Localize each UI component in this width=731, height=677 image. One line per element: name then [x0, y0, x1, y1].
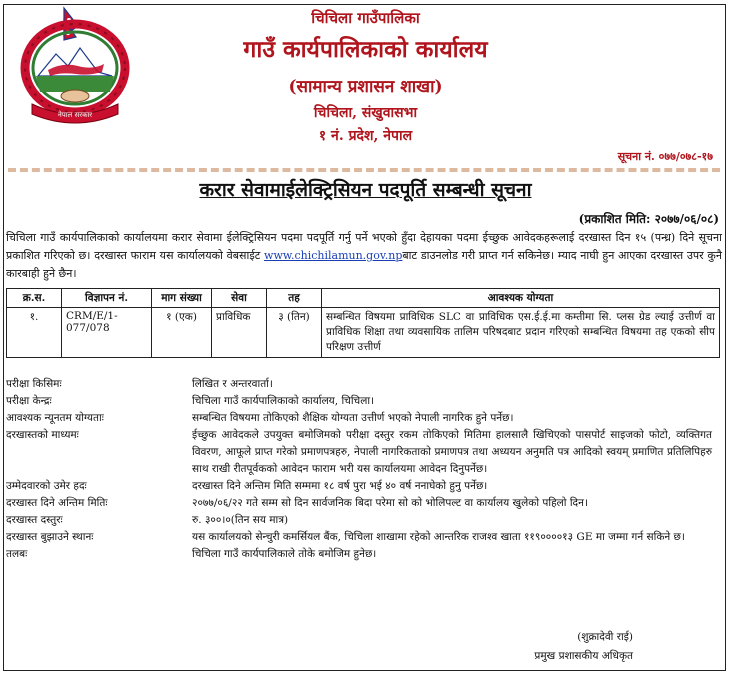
notice-number: सूचना नं. ०७७/०७८-१७ — [617, 150, 713, 163]
col-header-demand: माग संख्या — [152, 289, 212, 308]
detail-age-limit — [6, 478, 720, 495]
cell-demand: १ (एक) — [152, 308, 212, 358]
detail-deadline — [6, 495, 720, 512]
cell-ad-no: CRM/E/1-077/078 — [62, 308, 152, 358]
cell-qualification: सम्बन्धित विषयमा प्राविधिक SLC वा प्राविधिक एस.ई.ई.मा कम्तीमा सि. प्लस ग्रेड ल्याई उत्तीर्ण वा प्राविधिक शिक्षा तथा व्यवसायिक तालिम परिषदबाट प्रदान गरिएको सम्बन्धित विषयमा तह एकको सीप परिक्षण उत्तीर्ण — [322, 308, 720, 358]
signatory-name: (शुक्रादेवी राई) — [577, 631, 633, 643]
detail-value: यस कार्यालयको सेन्चुरी कमर्सियल बैंक, चिचिला शाखामा रहेको आन्तरिक राजश्व खाता ११९००००१३ GE मा जम्मा गर्न सकिने छ। — [192, 531, 685, 543]
signatory-designation: प्रमुख प्रशासकीय अधिकृत — [534, 650, 633, 662]
published-date: (प्रकाशित मिति: २०७७/०६/०८) — [578, 212, 719, 226]
col-header-qualification: आवश्यक योग्यता — [322, 289, 720, 308]
notice-title: करार सेवामाईलेक्ट्रिसियन पदपूर्ति सम्बन्धी सूचना — [199, 179, 532, 201]
detail-application-medium — [6, 427, 720, 478]
intro-text-1: चिचिला गाउँ कार्यपालिकाको कार्यालयमा करार सेवामा ईलेक्ट्रिसियन पदमा पदपूर्ति गर्नु पर्ने भएको हुँदा देहायका पदमा ईच्छुक आवेदकहरूलाई दरखास्त दिन १५ (पन्ध्र) दिने सूचना प्रकाशित गरिएको छ। दरखास्त फाराम यस कार्यालयको वेबसाईट — [6, 231, 722, 262]
detail-value: २०७७/०६/२२ गते सम्म सो दिन सार्वजनिक बिदा परेमा सो को भोलिपल्ट वा कार्यालय खुलेको पहिलो दिन। — [192, 497, 588, 509]
emblem-ribbon-text: नेपाल सरकार — [57, 111, 93, 119]
vacancy-table — [6, 288, 720, 358]
detail-value: चिचिला गाउँ कार्यपालिकाको कार्यालय, चिचिला। — [192, 395, 375, 407]
intro-text-2: बाट डाउनलोड गरी प्राप्त गर्न सकिनेछ। म्याद नाघी हुन आएका दरखास्त उपर कुनै कारबाही हुने छैन। — [6, 249, 722, 280]
details-list — [6, 376, 720, 563]
detail-min-qualification — [6, 410, 720, 427]
detail-value: लिखित र अन्तरवार्ता। — [192, 378, 273, 390]
detail-label: तलबः — [6, 548, 28, 560]
detail-salary — [6, 546, 720, 563]
detail-value: चिचिला गाउँ कार्यपालिकाले तोके बमोजिम हुनेछ। — [192, 548, 377, 560]
cell-service: प्राविधिक — [212, 308, 267, 358]
cell-sn: १. — [7, 308, 62, 358]
detail-label: परीक्षा केन्द्रः — [6, 395, 52, 407]
detail-exam-type — [6, 376, 720, 393]
table-row — [7, 308, 720, 358]
address-line: चिचिला, संखुवासभा — [313, 105, 418, 121]
website-link[interactable]: www.chichilamun.gov.np — [264, 249, 403, 262]
province-line: १ नं. प्रदेश, नेपाल — [318, 128, 413, 144]
detail-fee — [6, 512, 720, 529]
office-name: गाउँ कार्यपालिकाको कार्यालय — [243, 36, 488, 63]
detail-label: उम्मेदवारको उमेर हदः — [6, 480, 87, 492]
detail-label: परीक्षा किसिमः — [6, 378, 62, 390]
header-divider — [8, 168, 720, 172]
detail-value: रु. ३००।०(तिन सय मात्र) — [192, 514, 289, 526]
table-header-row — [7, 289, 720, 308]
detail-label: दरखास्त दिने अन्तिम मितिः — [6, 497, 108, 509]
intro-paragraph — [6, 229, 722, 283]
col-header-service: सेवा — [212, 289, 267, 308]
detail-value: ईच्छुक आवेदकले उपयुक्त बमोजिमको परीक्षा दस्तुर रकम तोकिएको मितिमा हालसालै खिचिएको पासपोर्ट साइजको फोटो, व्यक्तिगत विवरण, आफूले प्राप्त गरेको प्रमाणपत्रहरु, नेपाली नागरिकताको प्रमाणपत्र तथा अध्ययन अनुमति पत्र आदिको स्वयम् प्रमाणित प्रतिलिपिहरु साथ राखी रीतपूर्वकको आवेदन फाराम भरी यस कार्यालयमा आवेदन दिनुपर्नेछ। — [192, 429, 712, 475]
detail-exam-center — [6, 393, 720, 410]
municipality-name: चिचिला गाउँपालिका — [311, 9, 420, 27]
detail-label: आवश्यक न्यूनतम योग्यताः — [6, 412, 104, 424]
detail-label: दरखास्तको माध्यमः — [6, 429, 79, 441]
detail-value: सम्बन्धित विषयमा तोकिएको शैक्षिक योग्यता उत्तीर्ण भएको नेपाली नागरिक हुने पर्नेछ। — [192, 412, 514, 424]
col-header-sn: क्र.स. — [7, 289, 62, 308]
section-name: (सामान्य प्रशासन शाखा) — [288, 77, 443, 97]
cell-level: ३ (तिन) — [267, 308, 322, 358]
col-header-ad-no: विज्ञापन नं. — [62, 289, 152, 308]
detail-value: दरखास्त दिने अन्तिम मिति सम्ममा १८ वर्ष पुरा भई ४० वर्ष ननाघेको हुनु पर्नेछ। — [192, 480, 488, 492]
detail-payment-place — [6, 529, 720, 546]
col-header-level: तह — [267, 289, 322, 308]
detail-label: दरखास्त दस्तुरः — [6, 514, 63, 526]
detail-label: दरखास्त बुझाउने स्थानः — [6, 531, 94, 543]
